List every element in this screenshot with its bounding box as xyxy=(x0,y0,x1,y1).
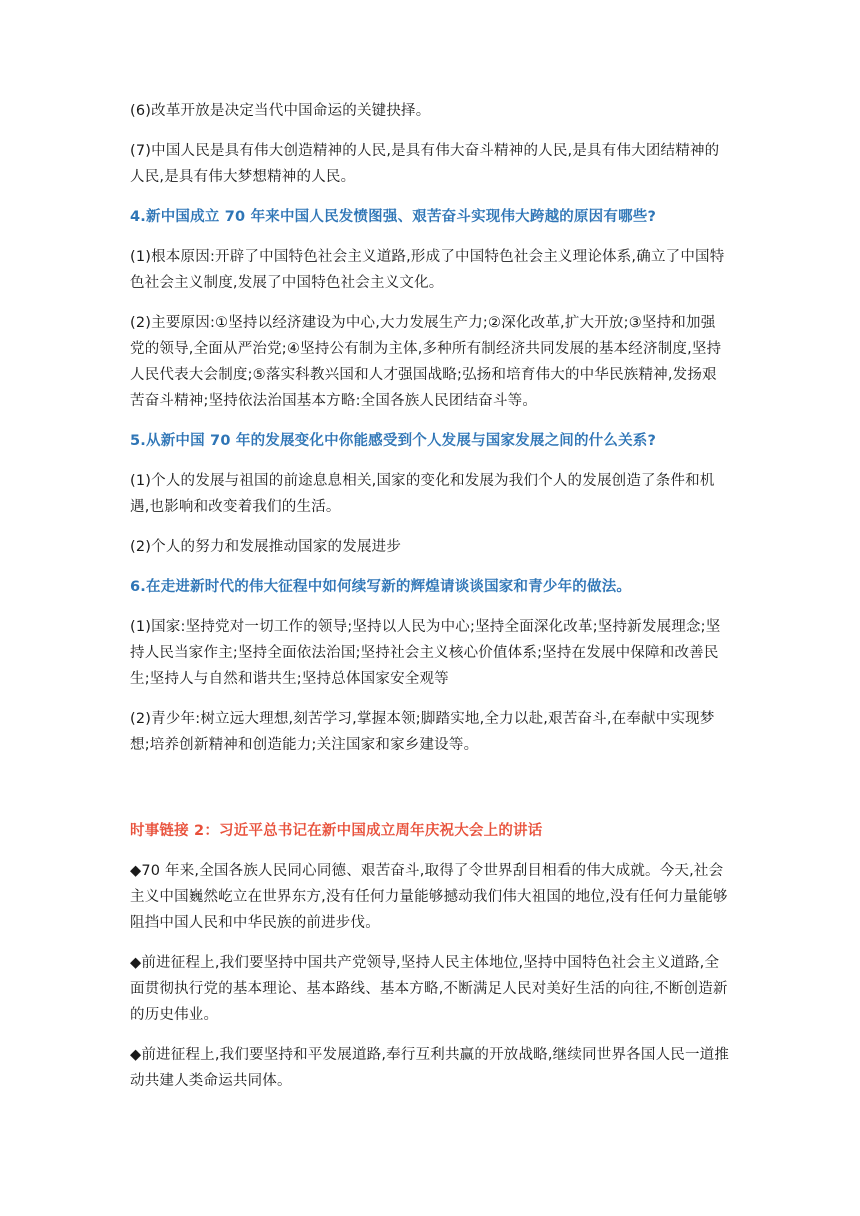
question-6-answer-1: (1)国家:坚持党对一切工作的领导;坚持以人民为中心;坚持全面深化改革;坚持新发展理念;坚持人民当家作主;坚持全面依法治国;坚持社会主义核心价值体系;坚持在发展中保障和改善民生;坚持人与自然和谐共生;坚持总体国家安全观等 xyxy=(130,619,721,687)
item-6: (6)改革开放是决定当代中国命运的关键抉择。 xyxy=(130,103,431,119)
question-4-answer-2: (2)主要原因:①坚持以经济建设为中心,大力发展生产力;②深化改革,扩大开放;③坚持和加强党的领导,全面从严治党;④坚持公有制为主体,多种所有制经济共同发展的基本经济制度,坚持人民代表大会制度;⑤落实科教兴国和人才强国战略;弘扬和培育伟大的中华民族精神,发扬艰苦奋斗精神;坚持依法治国基本方略:全国各族人民团结奋斗等。 xyxy=(130,315,722,409)
question-4-answer-1: (1)根本原因:开辟了中国特色社会主义道路,形成了中国特色社会主义理论体系,确立了中国特色社会主义制度,发展了中国特色社会主义文化。 xyxy=(130,249,725,291)
document-page xyxy=(130,98,730,1108)
question-4-heading: 4.新中国成立 70 年来中国人民发愤图强、艰苦奋斗实现伟大跨越的原因有哪些? xyxy=(130,209,657,225)
news-bullet-2: ◆前进征程上,我们要坚持中国共产党领导,坚持人民主体地位,坚持中国特色社会主义道路,全面贯彻执行党的基本理论、基本路线、基本方略,不断满足人民对美好生活的向往,不断创造新的历史伟业。 xyxy=(130,955,728,1023)
news-bullet-1: ◆70 年来,全国各族人民同心同德、艰苦奋斗,取得了令世界刮目相看的伟大成就。今天,社会主义中国巍然屹立在世界东方,没有任何力量能够撼动我们伟大祖国的地位,没有任何力量能够阻挡中国人民和中华民族的前进步伐。 xyxy=(130,863,728,931)
question-6-answer-2: (2)青少年:树立远大理想,刻苦学习,掌握本领;脚踏实地,全力以赴,艰苦奋斗,在奉献中实现梦想;培养创新精神和创造能力;关注国家和家乡建设等。 xyxy=(130,711,715,753)
question-5-answer-2: (2)个人的努力和发展推动国家的发展进步 xyxy=(130,539,402,555)
section-spacer xyxy=(130,772,730,818)
item-7: (7)中国人民是具有伟大创造精神的人民,是具有伟大奋斗精神的人民,是具有伟大团结精神的人民,是具有伟大梦想精神的人民。 xyxy=(130,143,720,185)
question-5-answer-1: (1)个人的发展与祖国的前途息息相关,国家的变化和发展为我们个人的发展创造了条件和机遇,也影响和改变着我们的生活。 xyxy=(130,473,715,515)
news-bullet-3: ◆前进征程上,我们要坚持和平发展道路,奉行互利共赢的开放战略,继续同世界各国人民一道推动共建人类命运共同体。 xyxy=(130,1047,730,1089)
question-5-heading: 5.从新中国 70 年的发展变化中你能感受到个人发展与国家发展之间的什么关系? xyxy=(130,433,657,449)
news-link-heading: 时事链接 2：习近平总书记在新中国成立周年庆祝大会上的讲话 xyxy=(130,823,543,839)
question-6-heading: 6.在走进新时代的伟大征程中如何续写新的辉煌请谈谈国家和青少年的做法。 xyxy=(130,579,632,595)
